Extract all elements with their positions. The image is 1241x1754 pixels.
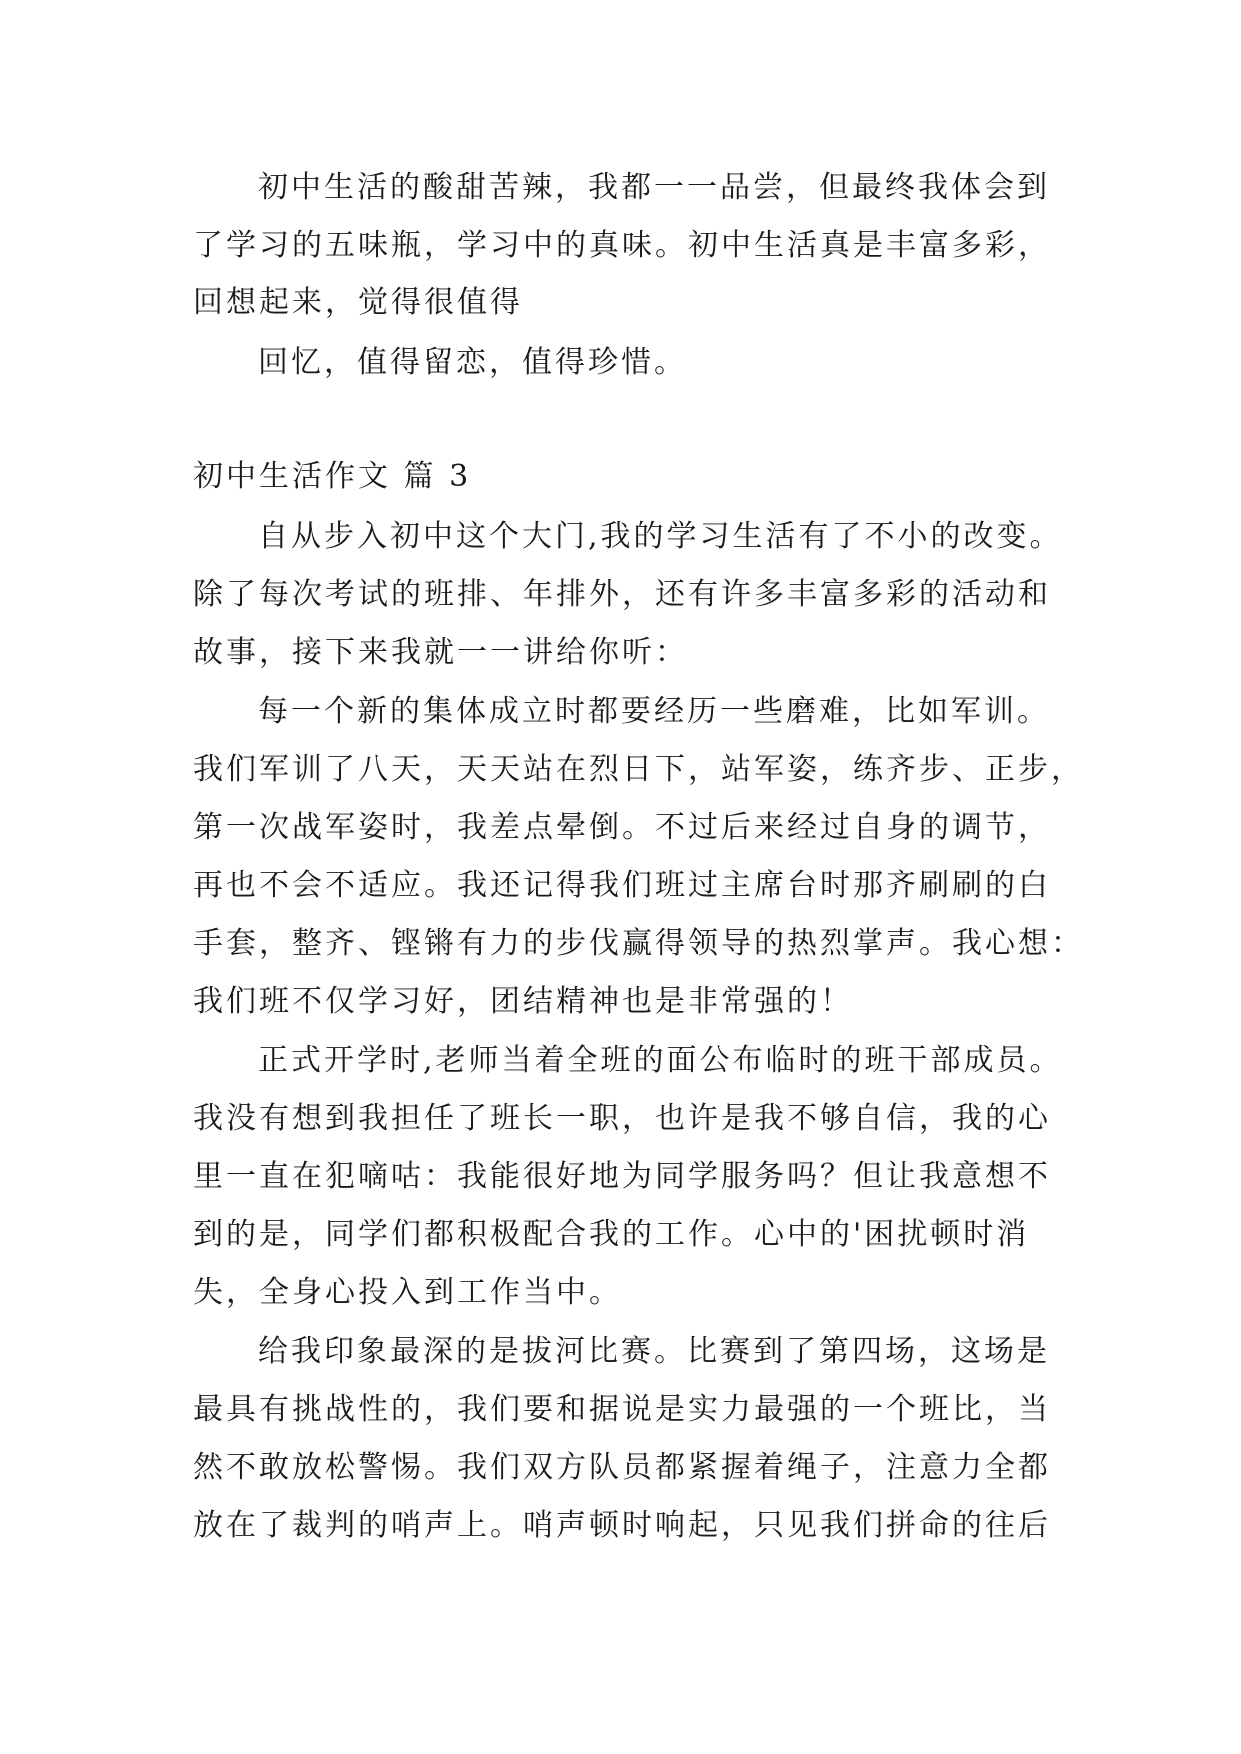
paragraph-line: 最具有挑战性的，我们要和据说是实力最强的一个班比，当 [193, 1392, 1051, 1427]
paragraph-line: 每一个新的集体成立时都要经历一些磨难，比如军训。 [258, 694, 1050, 729]
paragraph-line: 放在了裁判的哨声上。哨声顿时响起，只见我们拼命的往后 [193, 1508, 1051, 1543]
paragraph-line: 然不敢放松警惕。我们双方队员都紧握着绳子，注意力全都 [193, 1450, 1051, 1485]
paragraph-line: 我没有想到我担任了班长一职，也许是我不够自信，我的心 [193, 1101, 1051, 1136]
paragraph-line: 回忆，值得留恋，值得珍惜。 [258, 345, 687, 380]
paragraph-line: 除了每次考试的班排、年排外，还有许多丰富多彩的活动和 [193, 577, 1051, 612]
paragraph-line: 失，全身心投入到工作当中。 [193, 1275, 622, 1310]
paragraph-line: 我们班不仅学习好，团结精神也是非常强的！ [193, 984, 853, 1019]
paragraph-line: 了学习的五味瓶，学习中的真味。初中生活真是丰富多彩， [193, 228, 1051, 263]
paragraph-line: 里一直在犯嘀咕：我能很好地为同学服务吗？但让我意想不 [193, 1159, 1051, 1194]
paragraph-line: 初中生活的酸甜苦辣，我都一一品尝，但最终我体会到 [258, 170, 1050, 205]
paragraph-line: 故事，接下来我就一一讲给你听： [193, 635, 688, 670]
paragraph-line: 到的是，同学们都积极配合我的工作。心中的'困扰顿时消 [193, 1217, 1030, 1252]
paragraph-line: 给我印象最深的是拔河比赛。比赛到了第四场，这场是 [258, 1334, 1050, 1369]
paragraph-line: 正式开学时,老师当着全班的面公布临时的班干部成员。 [258, 1043, 1063, 1078]
paragraph-line: 第一次战军姿时，我差点晕倒。不过后来经过自身的调节， [193, 810, 1051, 845]
paragraph-line: 手套，整齐、铿锵有力的步伐赢得领导的热烈掌声。我心想： [193, 926, 1084, 961]
paragraph-line: 回想起来，觉得很值得 [193, 285, 523, 320]
paragraph-line: 我们军训了八天，天天站在烈日下，站军姿，练齐步、正步， [193, 752, 1084, 787]
paragraph-line: 自从步入初中这个大门,我的学习生活有了不小的改变。 [258, 519, 1063, 554]
paragraph-line: 再也不会不适应。我还记得我们班过主席台时那齐刷刷的白 [193, 868, 1051, 903]
section-heading: 初中生活作文 篇 3 [193, 459, 472, 494]
